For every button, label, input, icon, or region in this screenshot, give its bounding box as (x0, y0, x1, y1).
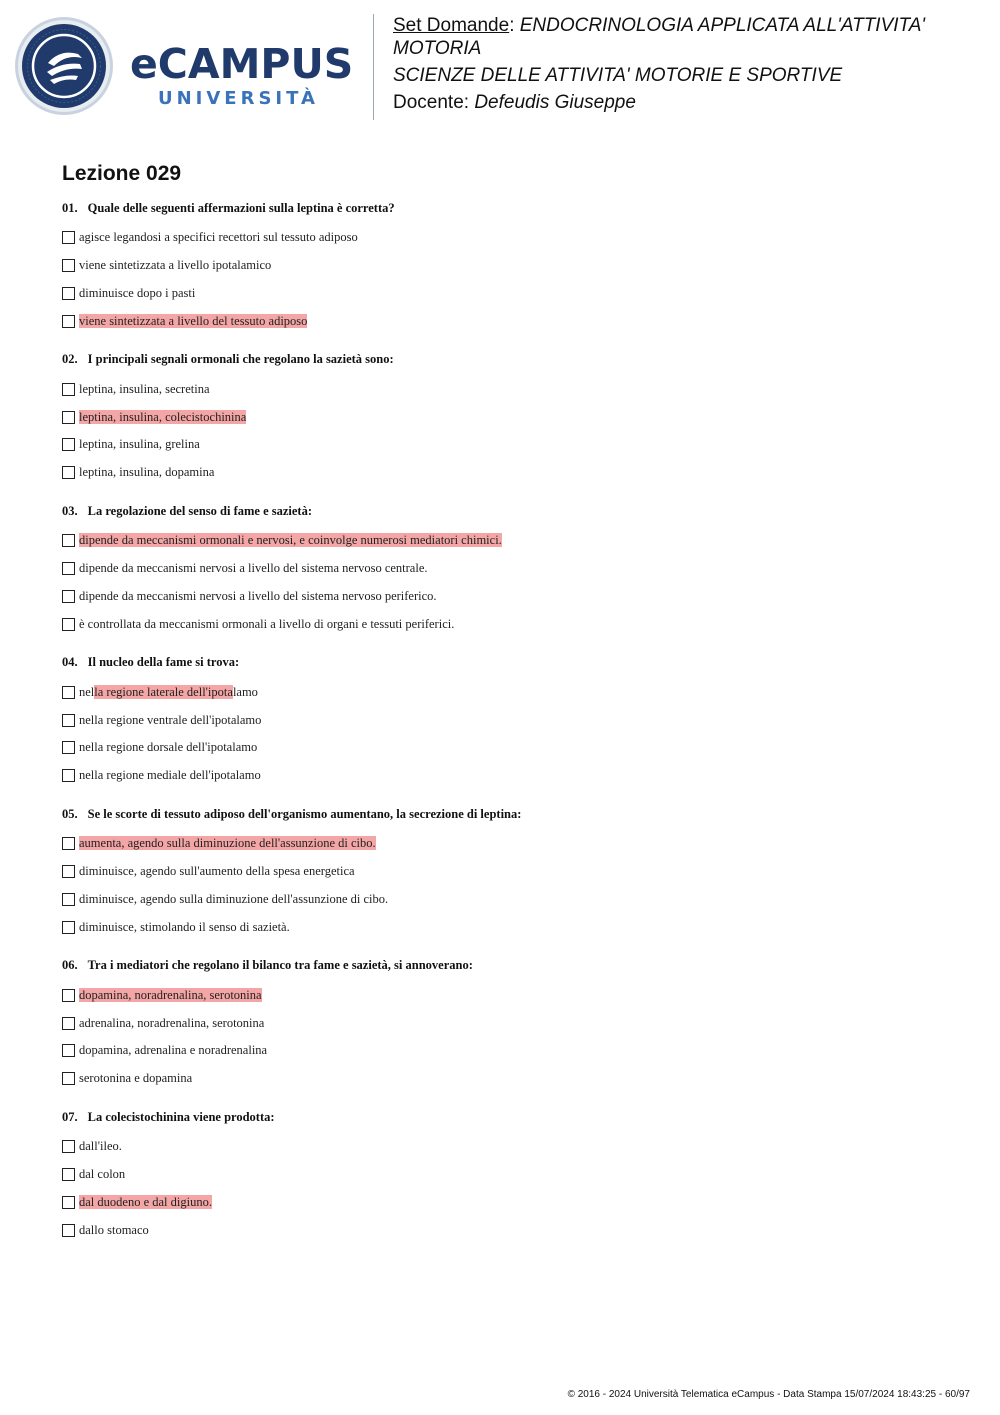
answer-checkbox[interactable] (62, 259, 75, 272)
question-text-row (62, 652, 962, 674)
question-block (62, 500, 962, 652)
answer-option[interactable] (62, 1189, 962, 1217)
answer-label (79, 768, 261, 783)
question-text: I principali segnali ormonali che regolano la sazietà sono: (87, 352, 394, 366)
answer-label (79, 1139, 122, 1154)
answer-checkbox[interactable] (62, 534, 75, 547)
answer-label (79, 230, 358, 245)
answer-checkbox[interactable] (62, 714, 75, 727)
answer-option[interactable] (62, 583, 962, 611)
answer-label (79, 561, 428, 576)
question-text-row (62, 1106, 962, 1128)
brand-wordmark: eCAMPUS (130, 40, 354, 88)
question-text-row (62, 803, 962, 825)
answer-checkbox[interactable] (62, 1196, 75, 1209)
page-footer: © 2016 - 2024 Università Telematica eCampus - Data Stampa 15/07/2024 18:43:25 - 60/97 (567, 1389, 970, 1400)
question-number: 01. (62, 200, 78, 215)
answer-option[interactable] (62, 1161, 962, 1189)
question-text: Il nucleo della fame si trova: (87, 655, 240, 669)
answer-highlight: aumenta, agendo sulla diminuzione dell'assunzione di cibo. (79, 836, 376, 851)
question-number: 05. (62, 806, 78, 821)
answer-option[interactable] (62, 252, 962, 280)
answer-highlight: dopamina, noradrenalina, serotonina (79, 987, 262, 1002)
answer-text: nella regione mediale dell'ipotalamo (79, 768, 261, 783)
answer-option[interactable] (62, 224, 962, 252)
course-info (393, 14, 983, 114)
answer-checkbox[interactable] (62, 769, 75, 782)
question-block (62, 197, 962, 349)
question-number: 04. (62, 655, 78, 669)
answer-checkbox[interactable] (62, 231, 75, 244)
answer-checkbox[interactable] (62, 438, 75, 451)
answer-checkbox[interactable] (62, 562, 75, 575)
question-text-row (62, 349, 962, 371)
answer-text: dipende da meccanismi nervosi a livello del sistema nervoso centrale. (79, 561, 428, 576)
answer-option[interactable] (62, 431, 962, 459)
question-list (62, 197, 962, 1258)
question-number: 02. (62, 352, 78, 366)
answer-option[interactable] (62, 1133, 962, 1161)
page-header (0, 0, 1000, 130)
answer-checkbox[interactable] (62, 411, 75, 424)
answer-text: dopamina, adrenalina e noradrenalina (79, 1043, 268, 1058)
answer-checkbox[interactable] (62, 893, 75, 906)
question-number: 06. (62, 958, 78, 972)
answer-option[interactable] (62, 886, 962, 914)
answer-checkbox[interactable] (62, 837, 75, 850)
answer-checkbox[interactable] (62, 1017, 75, 1030)
answer-label (79, 286, 195, 301)
answer-checkbox[interactable] (62, 1044, 75, 1057)
answer-text: dipende da meccanismi nervosi a livello del sistema nervoso periferico. (79, 588, 437, 603)
answer-checkbox[interactable] (62, 741, 75, 754)
answer-checkbox[interactable] (62, 590, 75, 603)
answer-highlight: la regione laterale dell'ipota (94, 684, 233, 699)
answer-text: diminuisce, agendo sull'aumento della spesa energetica (79, 864, 355, 879)
answer-checkbox[interactable] (62, 287, 75, 300)
question-text: Se le scorte di tessuto adiposo dell'organismo aumentano, la secrezione di leptina: (87, 806, 522, 821)
question-block (62, 1106, 962, 1258)
answer-list (62, 376, 962, 487)
answer-label (79, 465, 214, 480)
question-block (62, 803, 962, 955)
answer-highlight: dipende da meccanismi ormonali e nervosi, e coinvolge numerosi mediatori chimici. (79, 533, 502, 548)
answer-option[interactable] (62, 1216, 962, 1244)
answer-label (79, 892, 388, 907)
answer-list (62, 830, 962, 941)
answer-text: leptina, insulina, grelina (79, 437, 200, 452)
answer-option[interactable] (62, 527, 962, 555)
answer-list (62, 982, 962, 1093)
answer-option[interactable] (62, 376, 962, 404)
answer-label (79, 1071, 192, 1086)
answer-text: nel (79, 684, 95, 699)
answer-text: adrenalina, noradrenalina, serotonina (79, 1015, 265, 1030)
answer-option[interactable] (62, 982, 962, 1010)
teacher-line (393, 91, 983, 114)
answer-checkbox[interactable] (62, 865, 75, 878)
question-text-row (62, 500, 962, 522)
answer-option[interactable] (62, 679, 962, 707)
answer-highlight: leptina, insulina, colecistochinina (79, 409, 247, 424)
answer-highlight: dal duodeno e dal digiuno. (79, 1194, 212, 1209)
answer-option[interactable] (62, 762, 962, 790)
answer-label (79, 589, 437, 604)
answer-label (79, 382, 210, 397)
question-block (62, 349, 962, 501)
answer-label (79, 685, 258, 700)
answer-checkbox[interactable] (62, 1140, 75, 1153)
header-divider (373, 14, 374, 120)
answer-label (79, 314, 307, 329)
answer-checkbox[interactable] (62, 686, 75, 699)
answer-text: dallo stomaco (79, 1222, 149, 1237)
answer-label (79, 533, 502, 548)
answer-text: diminuisce, stimolando il senso di sazietà. (79, 919, 290, 934)
answer-label (79, 1016, 264, 1031)
answer-option[interactable] (62, 706, 962, 734)
question-number: 03. (62, 503, 78, 518)
question-text-row (62, 955, 962, 977)
question-text: Tra i mediatori che regolano il bilanco tra fame e sazietà, si annoverano: (87, 958, 473, 972)
answer-checkbox[interactable] (62, 315, 75, 328)
answer-label (79, 920, 290, 935)
question-number: 07. (62, 1109, 78, 1124)
answer-label (79, 864, 355, 879)
answer-text: viene sintetizzata a livello ipotalamico (79, 258, 272, 273)
answer-label (79, 437, 200, 452)
answer-label (79, 1195, 212, 1210)
answer-text: diminuisce dopo i pasti (79, 285, 196, 300)
university-seal-logo (14, 16, 114, 116)
question-text: La regolazione del senso di fame e sazietà: (87, 503, 313, 518)
answer-checkbox[interactable] (62, 383, 75, 396)
question-text: La colecistochinina viene prodotta: (87, 1109, 275, 1124)
answer-option[interactable] (62, 403, 962, 431)
answer-text: nella regione dorsale dell'ipotalamo (79, 740, 258, 755)
answer-checkbox[interactable] (62, 618, 75, 631)
answer-option[interactable] (62, 555, 962, 583)
answer-checkbox[interactable] (62, 989, 75, 1002)
answer-label (79, 258, 271, 273)
answer-option[interactable] (62, 858, 962, 886)
answer-list (62, 527, 962, 638)
answer-list (62, 224, 962, 335)
question-block (62, 955, 962, 1107)
answer-text: leptina, insulina, dopamina (79, 465, 215, 480)
course-title-part1: ENDOCRINOLOGIA APPLICATA ALL'ATTIVITA' (519, 15, 926, 36)
answer-text: diminuisce, agendo sulla diminuzione dell'assunzione di cibo. (79, 891, 389, 906)
question-text-row (62, 197, 962, 219)
answer-text: agisce legandosi a specifici recettori sul tessuto adiposo (79, 230, 358, 245)
answer-option[interactable] (62, 307, 962, 335)
answer-option[interactable] (62, 610, 962, 638)
answer-label (79, 740, 257, 755)
course-title-part2: MOTORIA (393, 38, 482, 59)
answer-option[interactable] (62, 280, 962, 308)
question-block (62, 652, 962, 804)
answer-checkbox[interactable] (62, 1072, 75, 1085)
brand-subtitle: UNIVERSITÀ (158, 88, 319, 109)
answer-list (62, 679, 962, 790)
question-text: Quale delle seguenti affermazioni sulla leptina è corretta? (87, 200, 395, 215)
lesson-title: Lezione 029 (62, 162, 182, 185)
answer-text: serotonina e dopamina (79, 1071, 193, 1086)
answer-text: nella regione ventrale dell'ipotalamo (79, 712, 262, 727)
answer-text: lamo (232, 684, 258, 699)
answer-option[interactable] (62, 830, 962, 858)
degree-name: SCIENZE DELLE ATTIVITA' MOTORIE E SPORTIVE (393, 65, 843, 86)
answer-option[interactable] (62, 913, 962, 941)
answer-label (79, 1043, 267, 1058)
answer-option[interactable] (62, 459, 962, 487)
answer-text: dall'ileo. (79, 1139, 122, 1154)
answer-label (79, 1223, 149, 1238)
teacher-name: Defeudis Giuseppe (474, 92, 636, 113)
answer-option[interactable] (62, 734, 962, 762)
answer-text: leptina, insulina, secretina (79, 381, 210, 396)
answer-option[interactable] (62, 1009, 962, 1037)
answer-label (79, 713, 261, 728)
ecampus-logo (130, 40, 360, 112)
answer-checkbox[interactable] (62, 1168, 75, 1181)
answer-option[interactable] (62, 1037, 962, 1065)
answer-text: è controllata da meccanismi ormonali a livello di organi e tessuti periferici. (79, 616, 455, 631)
course-title-line (393, 14, 983, 37)
answer-list (62, 1133, 962, 1244)
answer-option[interactable] (62, 1065, 962, 1093)
answer-checkbox[interactable] (62, 466, 75, 479)
answer-label (79, 617, 454, 632)
answer-checkbox[interactable] (62, 921, 75, 934)
answer-label (79, 1167, 125, 1182)
teacher-label: Docente: (393, 92, 475, 113)
answer-highlight: viene sintetizzata a livello del tessuto adiposo (79, 313, 308, 328)
answer-label (79, 988, 262, 1003)
set-label: Set Domande (393, 15, 510, 36)
set-separator: : (509, 15, 520, 36)
answer-label (79, 410, 246, 425)
answer-text: dal colon (79, 1167, 126, 1182)
answer-checkbox[interactable] (62, 1224, 75, 1237)
answer-label (79, 836, 376, 851)
